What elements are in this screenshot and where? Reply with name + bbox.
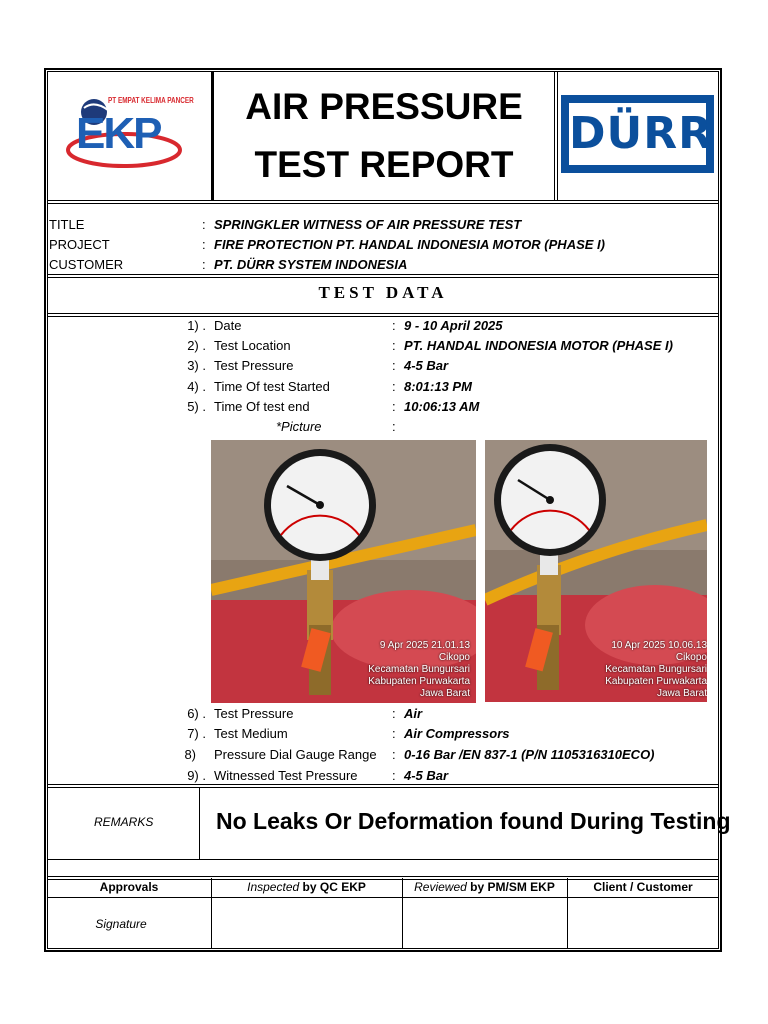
timestamp-line: Cikopo xyxy=(675,652,707,663)
list-item xyxy=(0,706,768,726)
timestamp-line: Cikopo xyxy=(438,652,470,663)
remarks-divider xyxy=(199,787,200,859)
item-value: 8:01:13 PM xyxy=(404,379,472,394)
item-number: 4) . xyxy=(187,379,206,394)
list-item xyxy=(0,747,768,767)
item-colon: : xyxy=(392,706,396,721)
header-right-box xyxy=(554,71,555,201)
item-colon: : xyxy=(392,379,396,394)
item-colon: : xyxy=(392,338,396,353)
reviewed-header xyxy=(402,880,567,894)
list-item xyxy=(0,318,768,338)
title-label: TITLE xyxy=(49,217,85,232)
picture-row xyxy=(0,419,768,439)
item-colon: : xyxy=(392,726,396,741)
gauge-photo-1 xyxy=(211,440,476,703)
list-item xyxy=(0,726,768,746)
list-item xyxy=(0,379,768,399)
list-item xyxy=(0,338,768,358)
info-separator xyxy=(47,274,719,278)
remarks-label: REMARKS xyxy=(94,815,154,829)
header-separator xyxy=(47,200,719,204)
signature-label: Signature xyxy=(95,917,147,931)
remarks-text: No Leaks Or Deformation found During Testing xyxy=(216,808,731,834)
item-label: Test Pressure xyxy=(214,706,294,721)
test-data-separator xyxy=(47,313,719,317)
client-header: Client / Customer xyxy=(593,880,693,894)
timestamp-line: 10 Apr 2025 10.06.13 xyxy=(611,640,707,651)
project-colon: : xyxy=(202,237,206,252)
item-label: Test Location xyxy=(214,338,291,353)
list-item xyxy=(0,358,768,378)
item-number: 2) . xyxy=(187,338,206,353)
inspected-by: by QC EKP xyxy=(302,880,366,894)
item-label: Time Of test end xyxy=(214,399,310,414)
durr-logo-text: DÜRR xyxy=(569,108,714,159)
photo-1-timestamp xyxy=(368,640,470,700)
ekp-logo xyxy=(62,92,192,182)
inspected-header xyxy=(211,880,402,894)
ekp-logo-tagline: PT EMPAT KELIMA PANCER xyxy=(108,96,194,105)
timestamp-line: Jawa Barat xyxy=(419,688,470,699)
report-title-line2: TEST REPORT xyxy=(254,144,514,185)
gauge-photo-2 xyxy=(485,440,707,702)
signature-cell-client[interactable] xyxy=(568,898,718,948)
test-data-heading: TEST DATA xyxy=(318,283,448,302)
picture-label: *Picture xyxy=(276,419,322,434)
timestamp-line: Jawa Barat xyxy=(656,688,707,699)
item-value: 9 - 10 April 2025 xyxy=(404,318,503,333)
ekp-logo-text: EKP xyxy=(76,109,161,158)
item-colon: : xyxy=(392,318,396,333)
item-colon: : xyxy=(392,747,396,762)
project-label: PROJECT xyxy=(49,237,110,252)
timestamp-line: Kabupaten Purwakarta xyxy=(368,676,470,687)
item-value: PT. HANDAL INDONESIA MOTOR (PHASE I) xyxy=(404,338,673,353)
timestamp-line: Kabupaten Purwakarta xyxy=(605,676,707,687)
timestamp-line: Kecamatan Bungursari xyxy=(368,664,470,675)
reviewed-by: by PM/SM EKP xyxy=(470,880,555,894)
item-value: 10:06:13 AM xyxy=(404,399,480,414)
header-divider xyxy=(557,71,558,201)
customer-value: PT. DÜRR SYSTEM INDONESIA xyxy=(214,257,408,272)
item-number: 5) . xyxy=(187,399,206,414)
timestamp-line: 9 Apr 2025 21.01.13 xyxy=(379,640,470,651)
photo-2-timestamp xyxy=(605,640,707,700)
picture-colon: : xyxy=(392,419,396,434)
item-number: 3) . xyxy=(187,358,206,373)
item-label: Test Pressure xyxy=(214,358,294,373)
item-number: 9) . xyxy=(187,768,206,783)
item-colon: : xyxy=(392,768,396,783)
customer-colon: : xyxy=(202,257,206,272)
item-value: 0-16 Bar /EN 837-1 (P/N 1105316310ECO) xyxy=(404,747,655,762)
title-value: SPRINGKLER WITNESS OF AIR PRESSURE TEST xyxy=(214,217,522,232)
item-value: Air xyxy=(404,706,423,721)
approvals-header: Approvals xyxy=(99,880,159,894)
item-label: Pressure Dial Gauge Range xyxy=(214,747,377,762)
item-label: Date xyxy=(214,318,242,333)
item-number: 6) . xyxy=(187,706,206,721)
item-label: Witnessed Test Pressure xyxy=(214,768,358,783)
item-value: 4-5 Bar xyxy=(404,358,449,373)
reviewed-label: Reviewed xyxy=(414,880,467,894)
signature-cell-pm[interactable] xyxy=(403,898,567,948)
title-colon: : xyxy=(202,217,206,232)
remarks-top-separator xyxy=(47,784,719,788)
inspected-label: Inspected xyxy=(247,880,300,894)
item-value: 4-5 Bar xyxy=(404,768,449,783)
item-number: 7) . xyxy=(187,726,206,741)
item-label: Time Of test Started xyxy=(214,379,330,394)
project-value: FIRE PROTECTION PT. HANDAL INDONESIA MOTOR (PHASE I) xyxy=(214,237,605,252)
item-value: Air Compressors xyxy=(404,726,510,741)
signature-cell-qc[interactable] xyxy=(212,898,402,948)
durr-logo xyxy=(561,95,714,173)
item-colon: : xyxy=(392,358,396,373)
item-number: 8) xyxy=(184,747,196,762)
report-title xyxy=(214,78,554,194)
timestamp-line: Kecamatan Bungursari xyxy=(605,664,707,675)
remarks-bottom-line xyxy=(47,859,719,860)
customer-label: CUSTOMER xyxy=(49,257,124,272)
report-title-line1: AIR PRESSURE xyxy=(245,86,523,127)
item-label: Test Medium xyxy=(214,726,288,741)
list-item xyxy=(0,399,768,419)
item-colon: : xyxy=(392,399,396,414)
item-number: 1) . xyxy=(187,318,206,333)
